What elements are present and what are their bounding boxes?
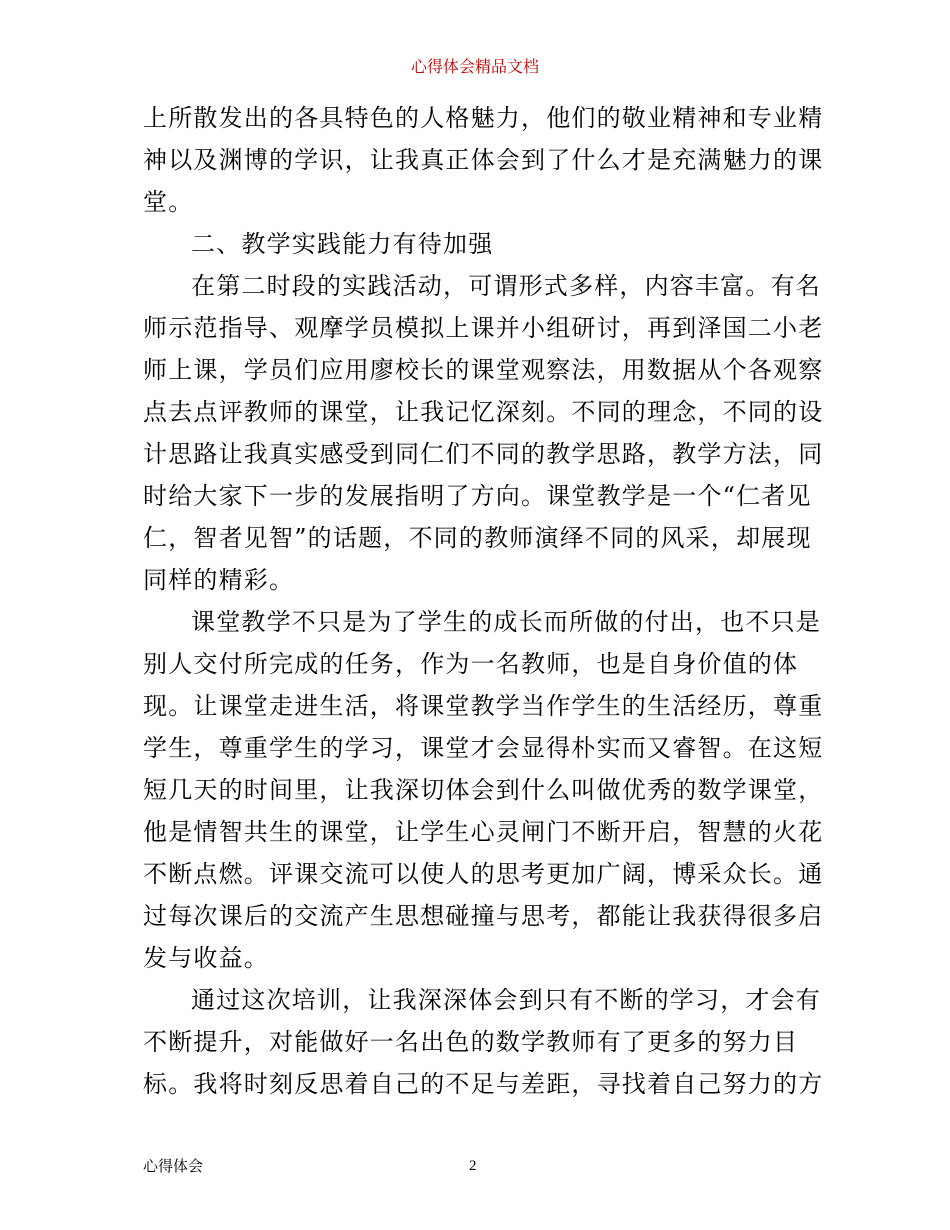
page-header-title: 心得体会精品文档 — [410, 57, 539, 76]
body-line: 点去点评教师的课堂，让我记忆深刻。不同的理念，不同的设 — [143, 398, 824, 426]
body-line: 现。让课堂走进生活，将课堂教学当作学生的生活经历，尊重 — [143, 692, 824, 720]
body-line: 别人交付所完成的任务，作为一名教师，也是自身价值的体 — [143, 650, 799, 678]
body-line: 计思路让我真实感受到同仁们不同的教学思路，教学方法，同 — [143, 440, 824, 468]
body-line: 标。我将时刻反思着自己的不足与差距，寻找着自己努力的方 — [143, 1070, 824, 1098]
body-line: 神以及渊博的学识，让我真正体会到了什么才是充满魅力的课 — [143, 146, 824, 174]
body-line: 他是情智共生的课堂，让学生心灵闸门不断开启，智慧的火花 — [143, 818, 824, 846]
body-line: 课堂教学不只是为了学生的成长而所做的付出，也不只是 — [191, 608, 821, 636]
footer-label: 心得体会 — [143, 1157, 204, 1175]
body-line: 同样的精彩。 — [143, 566, 295, 594]
body-line: 学生，尊重学生的学习，课堂才会显得朴实而又睿智。在这短 — [143, 734, 824, 762]
body-line: 不断点燃。评课交流可以使人的思考更加广阔，博采众长。通 — [143, 860, 824, 888]
body-line: 堂。 — [143, 188, 194, 216]
document-body — [143, 97, 824, 1105]
body-line: 发与收益。 — [143, 944, 269, 972]
body-line: 短几天的时间里，让我深切体会到什么叫做优秀的数学课堂， — [143, 776, 824, 804]
body-line: 通过这次培训，让我深深体会到只有不断的学习，才会有 — [191, 986, 821, 1014]
body-line: 过每次课后的交流产生思想碰撞与思考，都能让我获得很多启 — [143, 902, 824, 930]
section-heading: 二、教学实践能力有待加强 — [191, 230, 494, 258]
body-line: 上所散发出的各具特色的人格魅力，他们的敬业精神和专业精 — [143, 104, 824, 132]
page-number: 2 — [469, 1158, 477, 1174]
body-line: 师上课，学员们应用廖校长的课堂观察法，用数据从个各观察 — [143, 356, 824, 384]
body-line: 在第二时段的实践活动，可谓形式多样，内容丰富。有名 — [191, 272, 821, 300]
page-footer — [143, 1155, 815, 1177]
body-line: 时给大家下一步的发展指明了方向。课堂教学是一个“仁者见 — [143, 482, 812, 510]
body-line: 师示范指导、观摩学员模拟上课并小组研讨，再到泽国二小老 — [143, 314, 824, 342]
body-line: 不断提升，对能做好一名出色的数学教师有了更多的努力目 — [143, 1028, 799, 1056]
body-line: 仁，智者见智”的话题，不同的教师演绎不同的风采，却展现 — [143, 524, 812, 552]
